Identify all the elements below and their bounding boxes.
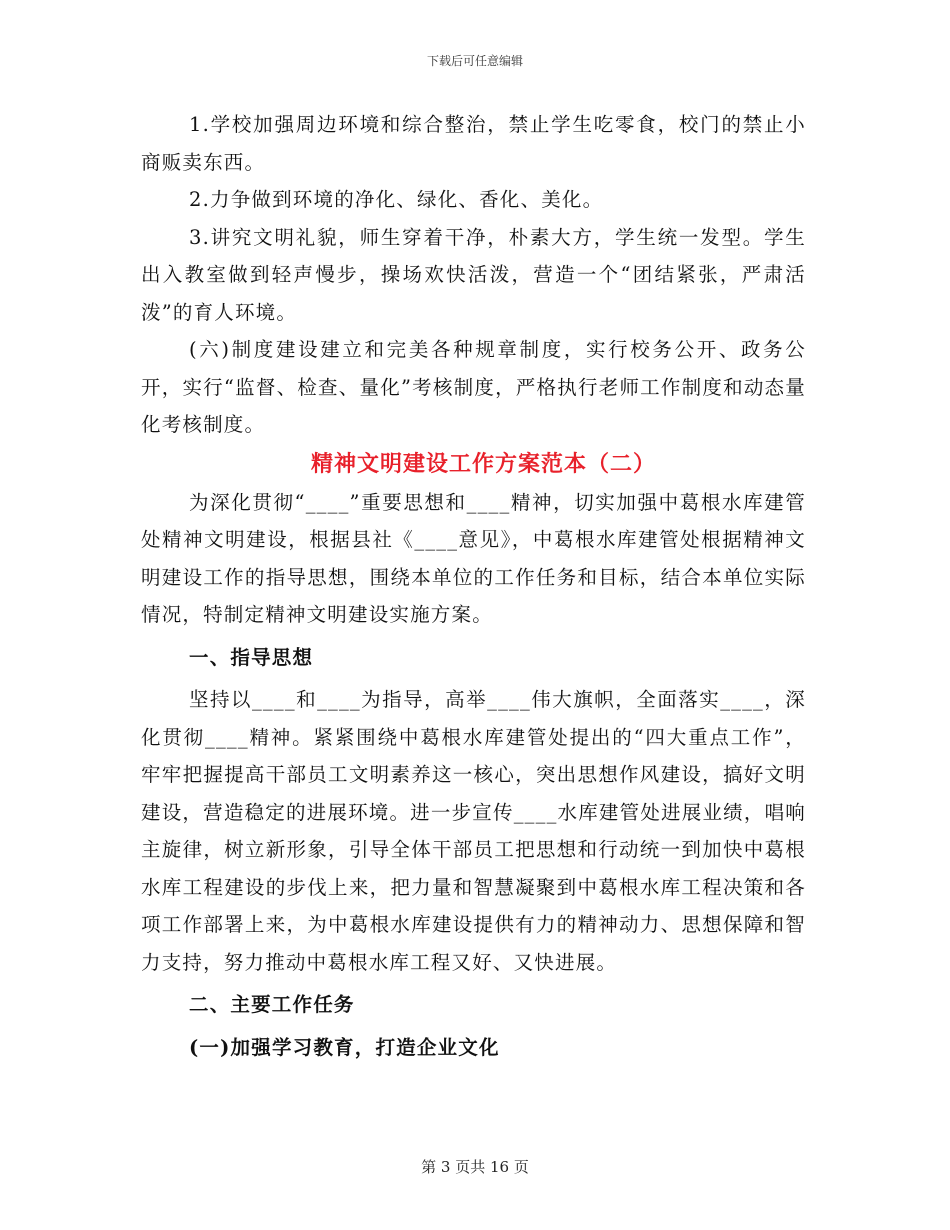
intro-paragraph: 为深化贯彻“____”重要思想和____精神，切实加强中葛根水库建管处精神文明建设，根据县社《____意见》，中葛根水库建管处根据精神文明建设工作的指导思想，围绕本单位的工作任务和目标，结合本单位实际情况，特制定精神文明建设实施方案。 bbox=[141, 490, 806, 626]
page-header: 下载后可任意编辑 bbox=[426, 54, 523, 68]
section-title: 精神文明建设工作方案范本（二） bbox=[310, 450, 656, 477]
paragraph-item-1: 1.学校加强周边环境和综合整治，禁止学生吃零食，校门的禁止小商贩卖东西。 bbox=[141, 113, 806, 174]
paragraph-item-3: 3.讲究文明礼貌，师生穿着干净，朴素大方，学生统一发型。学生出入教室做到轻声慢步，操场欢快活泼，营造一个“团结紧张，严肃活泼”的育人环境。 bbox=[141, 225, 806, 324]
heading-study-education: (一)加强学习教育，打造企业文化 bbox=[189, 1035, 500, 1059]
document-body bbox=[141, 106, 806, 1066]
heading-main-tasks: 二、主要工作任务 bbox=[189, 993, 355, 1016]
paragraph-rules-system: (六)制度建设建立和完美各种规章制度，实行校务公开、政务公开，实行“监督、检查、量化”考核制度，严格执行老师工作制度和动态量化考核制度。 bbox=[141, 338, 806, 436]
paragraph-item-2: 2.力争做到环境的净化、绿化、香化、美化。 bbox=[189, 188, 604, 211]
guiding-paragraph: 坚持以____和____为指导，高举____伟大旗帜，全面落实____，深化贯彻____精神。紧紧围绕中葛根水库建管处提出的“四大重点工作”，牢牢把握提高干部员工文明素养这一核心，突出思想作风建设，搞好文明建设，营造稳定的进展环境。进一步宣传____水库建管处进展业绩，唱响主旋律，树立新形象，引导全体干部员工把思想和行动统一到加快中葛根水库工程建设的步伐上来，把力量和智慧凝聚到中葛根水库工程决策和各项工作部署上来，为中葛根水库建设提供有力的精神动力、思想保障和智力支持，努力推动中葛根水库工程又好、又快进展。 bbox=[141, 688, 806, 974]
page-number: 第 3 页共 16 页 bbox=[421, 1158, 529, 1176]
heading-guiding-thought: 一、指导思想 bbox=[189, 645, 314, 669]
